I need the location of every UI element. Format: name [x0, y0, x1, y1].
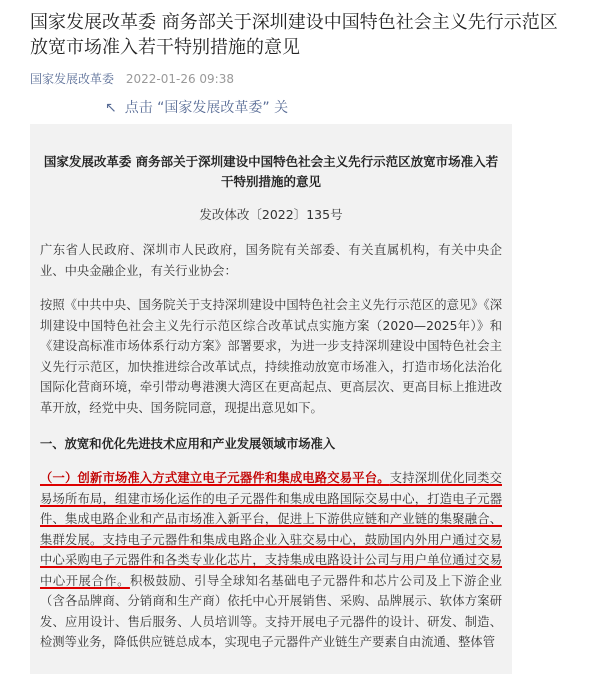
- article-meta: [30, 70, 574, 88]
- document-image: [30, 124, 512, 674]
- follow-prompt-label: 点击 “国家发展改革委” 关: [124, 100, 289, 116]
- item-body: 支持深圳优化同类交易场所布局，组建市场化运作的电子元器件和集成电路国际交易中心，打造电子元器件、集成电路企业和产品市场准入新平台，促进上下游供应链和产业链的集聚融合、集群发展。支持电子元器件和集成电路企业入驻交易中心，鼓励国内外用户通过交易中心采购电子元器件和各类专业化芯片，支持集成电路设计公司与用户单位通过交易中心开展合作。: [40, 471, 502, 588]
- article-datetime: 2022-01-26 09:38: [125, 72, 234, 86]
- document-title: 国家发展改革委 商务部关于深圳建设中国特色社会主义先行示范区放宽市场准入若干特别措施的意见: [43, 154, 499, 189]
- document-intro: 按照《中共中央、国务院关于支持深圳建设中国特色社会主义先行示范区的意见》《深圳建设中国特色社会主义先行示范区综合改革试点实施方案（2020—2025年）》和《建设高标准市场体系行动方案》部署要求，为进一步支持深圳建设中国特色社会主义先行示范区，加快推进综合改革试点，持续推动放宽市场准入，打造市场化法治化国际化营商环境，牵引带动粤港澳大湾区在更高起点、更高层次、更高目标上推进改革开放，经党中央、国务院同意，现提出意见如下。: [40, 298, 502, 415]
- article-title: 国家发展改革委 商务部关于深圳建设中国特色社会主义先行示范区放宽市场准入若干特别措施的意见: [30, 12, 558, 58]
- article-header: [0, 0, 600, 88]
- item-paragraph: [40, 468, 502, 653]
- section-heading: 一、放宽和优化先进技术应用和产业发展领域市场准入: [40, 437, 336, 451]
- arrow-up-left-icon: ↖: [105, 100, 117, 116]
- item-tail: 积极鼓励、引导全球知名基础电子元器件和芯片公司及上下游企业（含各品牌商、分销商和生产商）依托中心开展销售、采购、品牌展示、软体方案研发、应用设计、售后服务、人员培训等。支持开展电子元器件的设计、研发、制造、检测等业务，降低供应链总成本，实现电子元器件产业链生产要素自由流通、整体管: [40, 573, 502, 649]
- item-label: （一）创新市场准入方式建立电子元器件和集成电路交易平台。: [40, 471, 390, 485]
- document-number: 发改体改〔2022〕135号: [199, 207, 343, 222]
- follow-prompt[interactable]: [105, 98, 288, 118]
- article-source-link[interactable]: 国家发展改革委: [30, 72, 115, 86]
- document-recipients: 广东省人民政府、深圳市人民政府，国务院有关部委、有关直属机构，有关中央企业、中央金融企业，有关行业协会：: [40, 243, 502, 278]
